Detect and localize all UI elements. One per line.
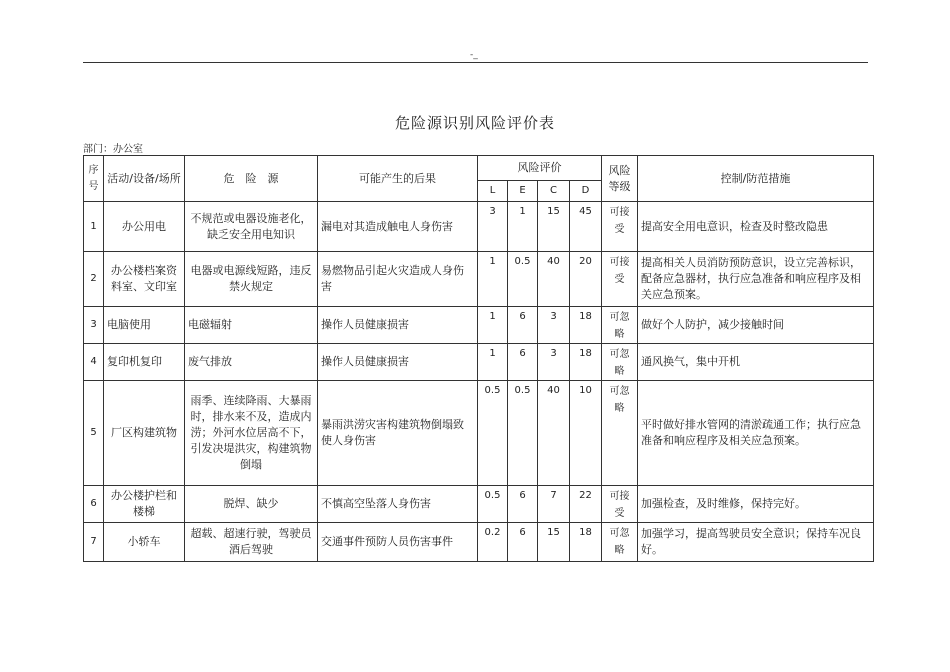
cell-hazard: 电磁辐射: [185, 307, 318, 344]
cell-L: 1: [478, 252, 508, 307]
cell-hazard: 电器或电源线短路，违反禁火规定: [185, 252, 318, 307]
cell-D: 18: [570, 523, 602, 562]
cell-activity: 厂区构建筑物: [104, 381, 185, 486]
cell-C: 15: [538, 202, 570, 252]
cell-hazard: 脱焊、缺少: [185, 486, 318, 523]
cell-hazard: 不规范或电器设施老化，缺乏安全用电知识: [185, 202, 318, 252]
cell-consequence: 漏电对其造成触电人身伤害: [318, 202, 478, 252]
cell-activity: 办公用电: [104, 202, 185, 252]
cell-D: 22: [570, 486, 602, 523]
cell-hazard: 雨季、连续降雨、大暴雨时，排水来不及，造成内涝；外河水位居高不下，引发决堤洪灾，构建筑物倒塌: [185, 381, 318, 486]
cell-E: 6: [508, 523, 538, 562]
cell-seq: 4: [84, 344, 104, 381]
cell-consequence: 交通事件预防人员伤害事件: [318, 523, 478, 562]
table-row: [84, 252, 874, 307]
cell-C: 3: [538, 307, 570, 344]
table-row: [84, 523, 874, 562]
cell-consequence: 操作人员健康损害: [318, 307, 478, 344]
cell-seq: 2: [84, 252, 104, 307]
cell-C: 40: [538, 381, 570, 486]
cell-hazard: 超载、超速行驶，驾驶员酒后驾驶: [185, 523, 318, 562]
cell-level: 可接受: [602, 252, 638, 307]
department-label: 部门：办公室: [83, 144, 143, 155]
cell-C: 3: [538, 344, 570, 381]
cell-activity: 小轿车: [104, 523, 185, 562]
col-hazard: 危 险 源: [185, 156, 318, 202]
table-row: [84, 381, 874, 486]
cell-consequence: 暴雨洪涝灾害构建筑物倒塌致使人身伤害: [318, 381, 478, 486]
page-title: 危险源识别风险评价表: [394, 114, 555, 132]
cell-C: 15: [538, 523, 570, 562]
cell-D: 45: [570, 202, 602, 252]
col-level: 风险等级: [602, 156, 638, 202]
cell-D: 20: [570, 252, 602, 307]
col-L: L: [478, 181, 508, 202]
cell-L: 3: [478, 202, 508, 252]
cell-activity: 复印机复印: [104, 344, 185, 381]
cell-E: 6: [508, 486, 538, 523]
cell-D: 18: [570, 344, 602, 381]
cell-L: 1: [478, 344, 508, 381]
cell-control: 加强检查，及时维修，保持完好。: [638, 486, 874, 523]
header-rule: [83, 62, 868, 63]
cell-E: 6: [508, 307, 538, 344]
header-mark: -_: [470, 50, 478, 60]
cell-E: 1: [508, 202, 538, 252]
col-C: C: [538, 181, 570, 202]
cell-seq: 1: [84, 202, 104, 252]
cell-C: 7: [538, 486, 570, 523]
col-D: D: [570, 181, 602, 202]
cell-control: 做好个人防护，减少接触时间: [638, 307, 874, 344]
cell-L: 0.5: [478, 486, 508, 523]
table-row: [84, 344, 874, 381]
cell-consequence: 易燃物品引起火灾造成人身伤害: [318, 252, 478, 307]
col-control: 控制/防范措施: [638, 156, 874, 202]
cell-control: 提高相关人员消防预防意识，设立完善标识，配备应急器材，执行应急准备和响应程序及相关应急预案。: [638, 252, 874, 307]
cell-control: 加强学习，提高驾驶员安全意识；保持车况良好。: [638, 523, 874, 562]
col-E: E: [508, 181, 538, 202]
cell-control: 平时做好排水管网的清淤疏通工作；执行应急准备和响应程序及相关应急预案。: [638, 381, 874, 486]
cell-hazard: 废气排放: [185, 344, 318, 381]
cell-activity: 电脑使用: [104, 307, 185, 344]
risk-table: [83, 155, 874, 562]
col-activity: 活动/设备/场所: [104, 156, 185, 202]
cell-level: 可接受: [602, 202, 638, 252]
cell-E: 0.5: [508, 252, 538, 307]
cell-E: 0.5: [508, 381, 538, 486]
table-row: [84, 307, 874, 344]
table-row: [84, 202, 874, 252]
table-row: [84, 486, 874, 523]
cell-seq: 5: [84, 381, 104, 486]
cell-level: 可忽略: [602, 381, 638, 486]
cell-D: 10: [570, 381, 602, 486]
cell-level: 可忽略: [602, 307, 638, 344]
cell-level: 可接受: [602, 486, 638, 523]
cell-level: 可忽略: [602, 523, 638, 562]
cell-seq: 6: [84, 486, 104, 523]
cell-D: 18: [570, 307, 602, 344]
col-risk-eval: 风险评价: [478, 156, 602, 181]
col-consequence: 可能产生的后果: [318, 156, 478, 202]
cell-L: 0.2: [478, 523, 508, 562]
cell-level: 可忽略: [602, 344, 638, 381]
cell-C: 40: [538, 252, 570, 307]
cell-activity: 办公楼护栏和楼梯: [104, 486, 185, 523]
cell-control: 提高安全用电意识，检查及时整改隐患: [638, 202, 874, 252]
cell-L: 1: [478, 307, 508, 344]
cell-seq: 3: [84, 307, 104, 344]
cell-consequence: 操作人员健康损害: [318, 344, 478, 381]
cell-activity: 办公楼档案资料室、文印室: [104, 252, 185, 307]
cell-L: 0.5: [478, 381, 508, 486]
cell-E: 6: [508, 344, 538, 381]
cell-control: 通风换气，集中开机: [638, 344, 874, 381]
cell-seq: 7: [84, 523, 104, 562]
col-seq: 序号: [84, 156, 104, 202]
cell-consequence: 不慎高空坠落人身伤害: [318, 486, 478, 523]
